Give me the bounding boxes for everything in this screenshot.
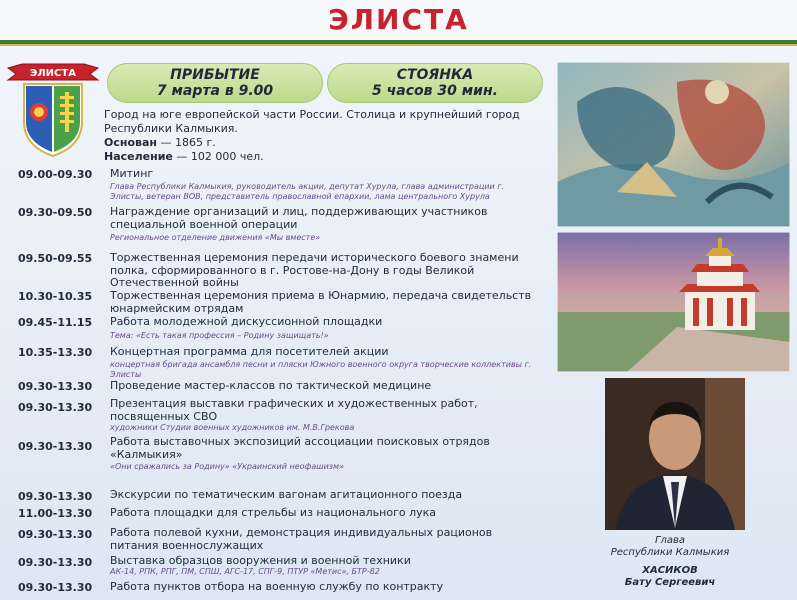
- schedule-title: Работа молодежной дискуссионной площадки: [110, 315, 383, 328]
- arrival-pill: [107, 63, 323, 103]
- emblem-ribbon-text: ЭЛИСТА: [30, 68, 76, 79]
- schedule-title: Выставка образцов вооружения и военной техники: [110, 554, 411, 567]
- schedule-title: Работа пунктов отбора на военную службу по контракту: [110, 580, 444, 593]
- arrival-time: 7 марта в 9.00: [156, 83, 274, 99]
- temple-photo: [557, 232, 790, 372]
- schedule-time: 09.30-13.30: [18, 440, 93, 453]
- schedule-time: 09.00-09.30: [18, 168, 93, 181]
- schedule-title: Награждение организаций и лиц, поддерживающих участников специальной военной операции: [110, 205, 488, 231]
- schedule-time: 09.30-13.30: [18, 556, 93, 569]
- city-title: ЭЛИСТА: [328, 3, 469, 36]
- portrait-role-line1: Глава: [654, 535, 686, 546]
- schedule-time: 09.30-09.50: [18, 206, 93, 219]
- schedule-title: Торжественная церемония передачи исторического боевого знамени полка, сформированного в г. Ростове-на-Дону в годы Великой Отечественной войны: [110, 251, 519, 289]
- population-line: [104, 150, 544, 164]
- stay-label: СТОЯНКА: [396, 67, 474, 83]
- stay-duration: 5 часов 30 мин.: [372, 83, 498, 99]
- city-intro: [104, 108, 544, 164]
- schedule-title: Концертная программа для посетителей акции: [110, 345, 389, 358]
- founded-value: — 1865 г.: [157, 136, 216, 149]
- schedule-title: Проведение мастер-классов по тактической медицине: [110, 379, 432, 392]
- schedule-title: Экскурсии по тематическим вагонам агитационного поезда: [110, 488, 463, 501]
- schedule-time: 09.30-13.30: [18, 490, 93, 503]
- population-value: — 102 000 чел.: [172, 150, 264, 163]
- schedule-subtitle: художники Студии военных художников им. М.В.Грекова: [110, 423, 355, 432]
- schedule-subtitle: АК-14, РПК, РПГ, ПМ, СПШ, АГС-17, СПГ-9, ПТУР «Метис», БТР-82: [110, 567, 380, 576]
- portrait-name: Бату Сергеевич: [624, 577, 716, 588]
- schedule-title: Работа площадки для стрельбы из национального лука: [110, 506, 437, 519]
- mosaic-photo: [557, 62, 790, 227]
- portrait-role-line2: Республики Калмыкия: [610, 547, 730, 558]
- header-bar: [0, 0, 797, 40]
- schedule-time: 09.30-13.30: [18, 528, 93, 541]
- city-description: Город на юге европейской части России. Столица и крупнейший город Республики Калмыкия.: [104, 108, 520, 135]
- schedule-time: 09.30-13.30: [18, 380, 93, 393]
- schedule-subtitle: «Они сражались за Родину» «Украинский неофашизм»: [110, 462, 345, 471]
- stay-pill: [327, 63, 543, 103]
- founded-line: [104, 136, 544, 150]
- schedule-time: 09.50-09.55: [18, 252, 93, 265]
- schedule-title: Работа полевой кухни, демонстрация индивидуальных рационов питания военнослужащих: [110, 526, 493, 552]
- schedule-subtitle: концертная бригада ансамбля песни и пляски Южного военного округа творческие коллективы г. Элисты: [110, 360, 532, 379]
- city-emblem: [6, 60, 100, 160]
- schedule-title: Работа выставочных экспозиций ассоциации поисковых отрядов «Калмыкия»: [110, 435, 490, 461]
- schedule-subtitle: Глава Республики Калмыкия, руководитель акции, депутат Хурула, глава администрации г. Элисты, ветеран ВОВ, представитель православной епархии, лама центрального Хурула: [110, 182, 504, 201]
- header-divider-accent: [0, 44, 797, 46]
- schedule-title: Презентация выставки графических и художественных работ, посвященных СВО: [110, 397, 478, 423]
- population-label: Население: [104, 150, 173, 163]
- schedule-subtitle: Региональное отделение движения «Мы вместе»: [110, 233, 321, 242]
- schedule-time: 09.30-13.30: [18, 401, 93, 414]
- schedule-title: Митинг: [110, 167, 154, 180]
- schedule-subtitle: Тема: «Есть такая профессия – Родину защищать!»: [110, 331, 329, 340]
- schedule-time: 11.00-13.30: [18, 507, 93, 520]
- schedule-title: Торжественная церемония приема в Юнармию, передача свидетельств юнармейским отрядам: [110, 289, 532, 315]
- schedule-time: 10.30-10.35: [18, 290, 93, 303]
- schedule-time: 09.45-11.15: [18, 316, 93, 329]
- arrival-label: ПРИБЫТИЕ: [170, 67, 260, 83]
- schedule-time: 10.35-13.30: [18, 346, 93, 359]
- founded-label: Основан: [104, 136, 158, 149]
- schedule-time: 09.30-13.30: [18, 581, 93, 594]
- portrait-photo: [605, 378, 745, 530]
- portrait-surname: ХАСИКОВ: [642, 565, 698, 576]
